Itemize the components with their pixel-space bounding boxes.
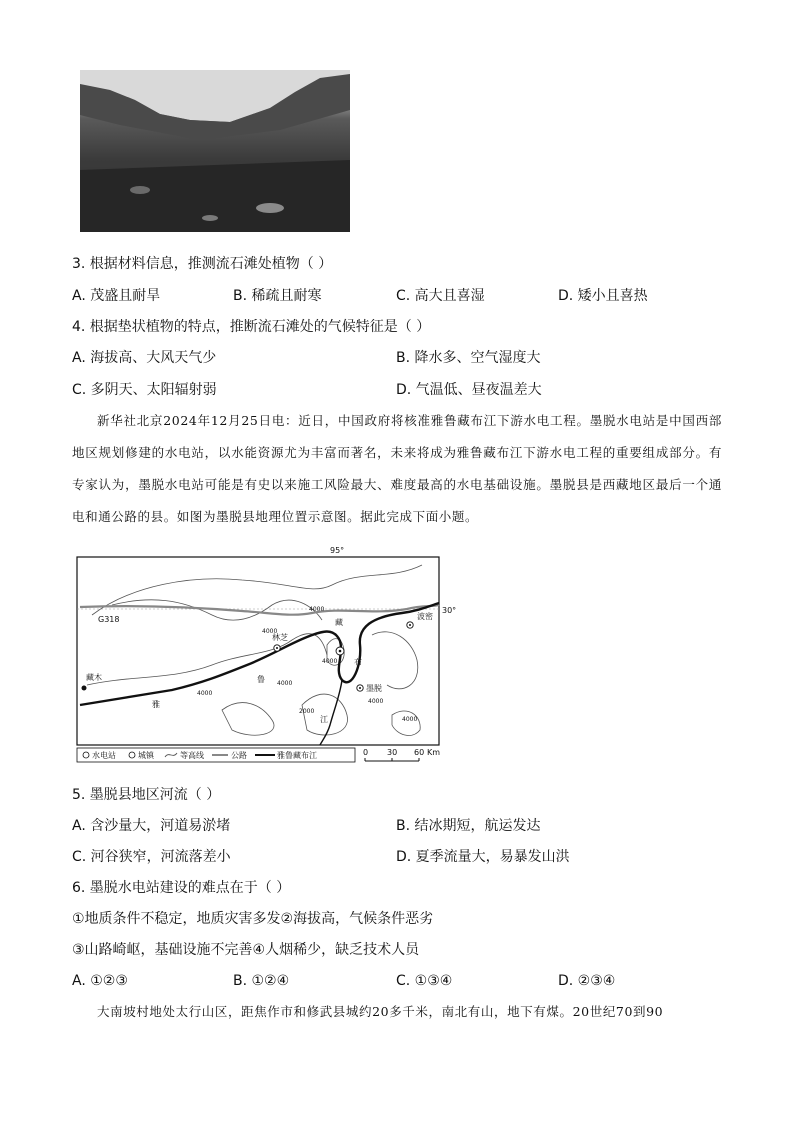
q3-option-d: D. 矮小且喜热 [558, 288, 648, 304]
q6-option-b: B. ①②④ [233, 973, 290, 989]
map-contour-label: 4000 [368, 698, 384, 705]
q5-option-d: D. 夏季流量大，易暴发山洪 [396, 849, 570, 865]
scale-label-30: 30 [387, 748, 398, 757]
map-contour-label: 4000 [309, 606, 325, 613]
map-contour-label: 4000 [262, 628, 278, 635]
q3-option-a: A. 茂盛且耐旱 [72, 288, 161, 304]
legend-contour-label: 等高线 [180, 751, 204, 760]
q3-option-b: B. 稀疏且耐寒 [233, 288, 322, 304]
q6-option-c: C. ①③④ [396, 973, 453, 989]
map-road-label: G318 [98, 615, 120, 624]
map-river-char-1: 雅 [152, 700, 160, 709]
scale-unit: Km [427, 748, 441, 757]
reading-passage-1: 新华社北京2024年12月25日电：近日，中国政府将核准雅鲁藏布江下游水电工程。墨脱水电站是中国西部地区规划修建的水电站，以水能资源尤为丰富而著名，未来将成为雅鲁藏布江下游水电工程的重要组成部分。有专家认为，墨脱水电站可能是有史以来施工风险最大、难度最高的水电基础设施。墨脱县是西藏地区最后一个通电和通公路的县。如图为墨脱县地理位置示意图。据此完成下面小题。 [72, 413, 722, 524]
map-river-char-3: 藏 [335, 618, 343, 627]
q4-option-c: C. 多阴天、太阳辐射弱 [72, 382, 217, 398]
q6-statement-line-2: ③山路崎岖，基础设施不完善④人烟稀少，缺乏技术人员 [72, 942, 420, 958]
q6-statement-line-1: ①地质条件不稳定，地质灾害多发②海拔高，气候条件恶劣 [72, 911, 434, 927]
q4-option-d: D. 气温低、昼夜温差大 [396, 382, 542, 398]
question-3-stem: 3. 根据材料信息，推测流石滩处植物（ ） [72, 256, 333, 272]
map-river-char-5: 江 [320, 715, 328, 724]
map-river-char-4: 布 [354, 658, 362, 667]
map-place-zangmu: 藏木 [86, 673, 102, 682]
question-4-stem: 4. 根据垫状植物的特点，推断流石滩处的气候特征是（ ） [72, 319, 431, 335]
scale-label-0: 0 [363, 748, 369, 757]
legend-station-icon [83, 752, 89, 758]
map-river-char-2: 鲁 [257, 675, 265, 684]
map-contour-label: 4000 [277, 680, 293, 687]
map-place-bomi: 波密 [417, 612, 433, 621]
reading-passage-2: 大南坡村地处太行山区，距焦作市和修武县城约20多千米，南北有山，地下有煤。20世纪70到90 [97, 1004, 664, 1019]
question-5-stem: 5. 墨脱县地区河流（ ） [72, 787, 221, 803]
question-6-stem: 6. 墨脱水电站建设的难点在于（ ） [72, 880, 291, 896]
scale-label-60: 60 [414, 748, 425, 757]
legend-river-label: 雅鲁藏布江 [277, 751, 317, 760]
map-contour-label: 2000 [299, 708, 315, 715]
map-contour-label: 4000 [322, 658, 338, 665]
map-latitude-label: 30° [442, 606, 457, 615]
q5-option-c: C. 河谷狭窄，河流落差小 [72, 849, 231, 865]
q4-option-a: A. 海拔高、大风天气少 [72, 350, 217, 366]
legend-town-icon [129, 752, 135, 758]
legend-town-label: 城镇 [138, 751, 154, 760]
town-marker-zangmu [82, 686, 87, 691]
q6-option-a: A. ①②③ [72, 973, 128, 989]
scree-slope-photo [80, 70, 350, 232]
map-contour-label: 4000 [197, 690, 213, 697]
medog-location-map [72, 545, 457, 775]
q6-option-d: D. ②③④ [558, 973, 616, 989]
q5-option-b: B. 结冰期短，航运发达 [396, 818, 541, 834]
q4-option-b: B. 降水多、空气湿度大 [396, 350, 541, 366]
map-contour-label: 4000 [402, 716, 418, 723]
q5-option-a: A. 含沙量大，河道易淤堵 [72, 818, 231, 834]
map-place-linzhi: 林芝 [272, 633, 288, 642]
legend-station-label: 水电站 [92, 751, 116, 760]
legend-road-label: 公路 [231, 751, 247, 760]
map-place-medog: 墨脱 [366, 684, 382, 693]
map-longitude-label: 95° [330, 546, 345, 555]
q3-option-c: C. 高大且喜湿 [396, 288, 485, 304]
